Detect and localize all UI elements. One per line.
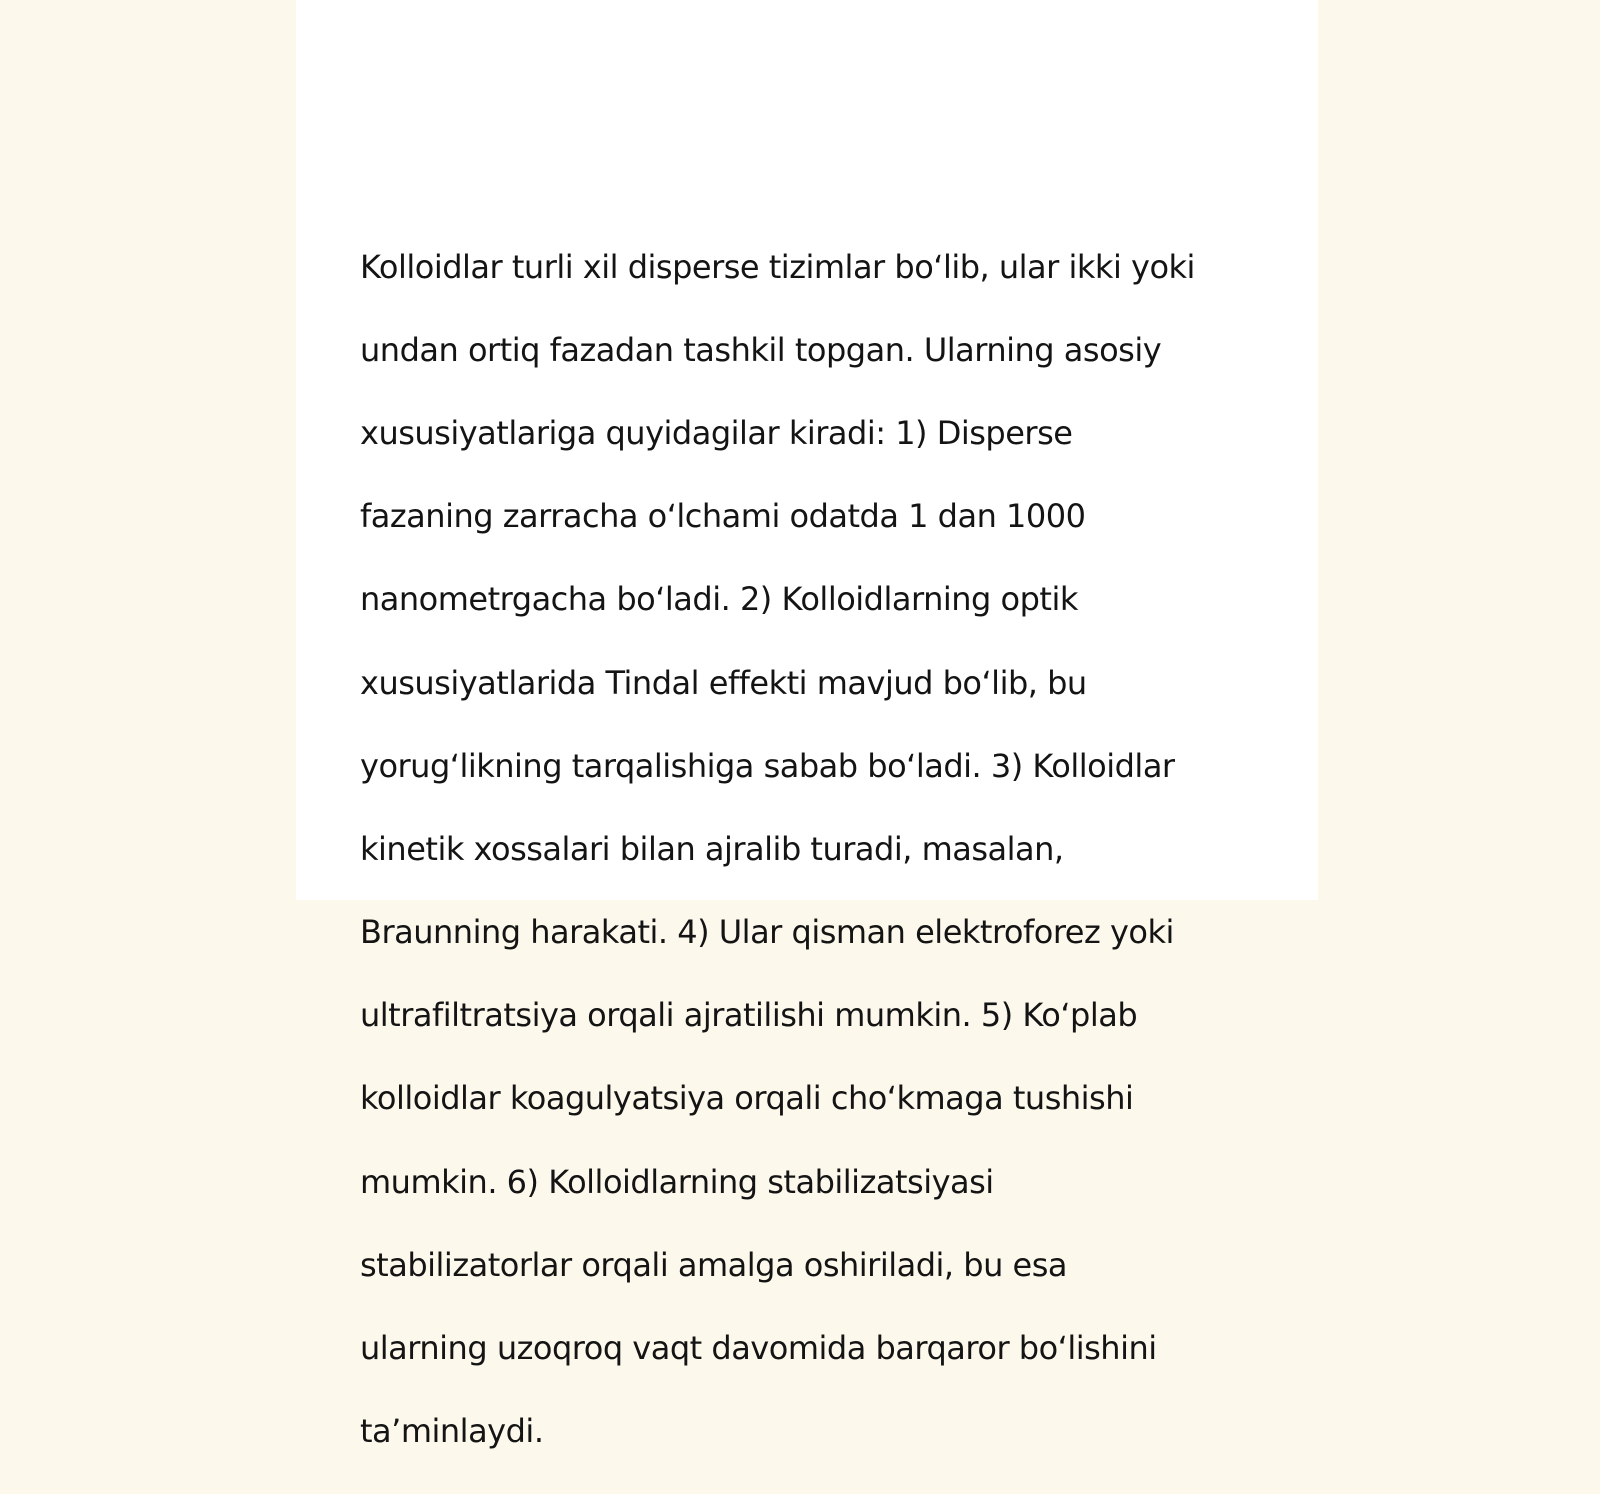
body-line: ta’minlaydi. xyxy=(360,1412,544,1451)
body-line: xususiyatlariga quyidagilar kiradi: 1) Disperse xyxy=(360,413,1073,452)
body-line: Braunning harakati. 4) Ular qisman elektroforez yoki xyxy=(360,913,1174,952)
body-line: kolloidlar koagulyatsiya orqali cho‘kmaga tushishi xyxy=(360,1079,1134,1118)
body-line: Kolloidlar turli xil disperse tizimlar bo‘lib, ular ikki yoki xyxy=(360,247,1195,286)
body-line: stabilizatorlar orqali amalga oshiriladi, bu esa xyxy=(360,1245,1067,1284)
body-line: ularning uzoqroq vaqt davomida barqaror bo‘lishini xyxy=(360,1329,1157,1368)
slide-body-text xyxy=(360,205,1244,1494)
body-line: fazaning zarracha o‘lchami odatda 1 dan 1000 xyxy=(360,497,1086,536)
body-line: kinetik xossalari bilan ajralib turadi, masalan, xyxy=(360,829,1064,868)
body-line: ultrafiltratsiya orqali ajratilishi mumkin. 5) Ko‘plab xyxy=(360,996,1138,1035)
body-line: yorug‘likning tarqalishiga sabab bo‘ladi. 3) Kolloidlar xyxy=(360,746,1175,785)
body-line: xususiyatlarida Tindal effekti mavjud bo‘lib, bu xyxy=(360,663,1087,702)
body-line: nanometrgacha bo‘ladi. 2) Kolloidlarning optik xyxy=(360,580,1078,619)
body-line: mumkin. 6) Kolloidlarning stabilizatsiyasi xyxy=(360,1162,994,1201)
slide-content-area xyxy=(296,0,1318,1451)
body-line: undan ortiq fazadan tashkil topgan. Ularning asosiy xyxy=(360,330,1162,369)
